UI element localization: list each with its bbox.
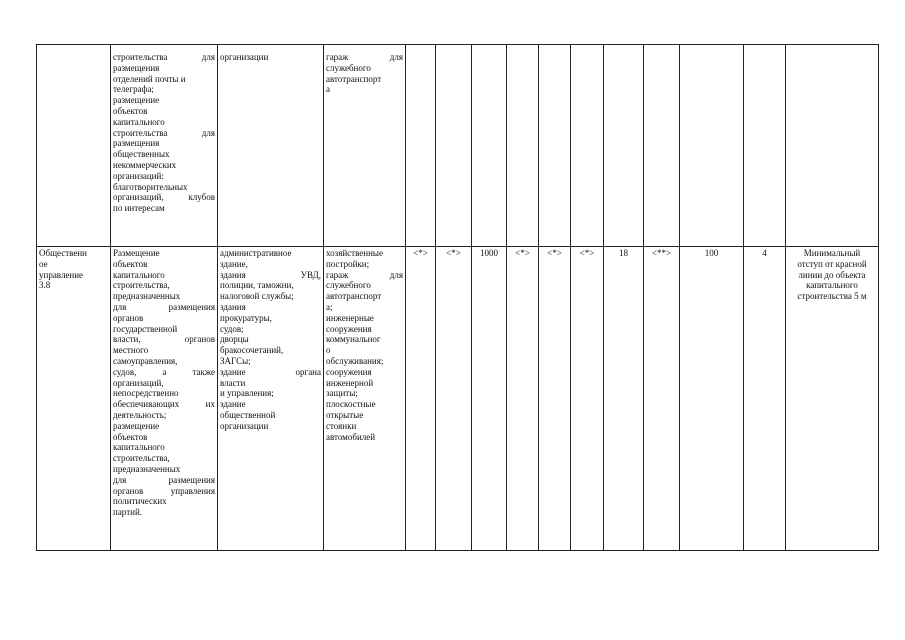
use-name-cell: [37, 247, 111, 551]
cell-text-line: здание органа: [220, 366, 321, 377]
use-description-cell: [111, 247, 218, 551]
cell-text-line: 3.8: [39, 280, 51, 291]
cell-text-line: здания УВД,: [220, 269, 321, 280]
cell-text-line: сооружения: [326, 323, 372, 334]
cell-text-line: инженерной: [326, 377, 374, 388]
cell-text-line: размещения: [113, 62, 160, 73]
cell-text-line: защиты;: [326, 388, 358, 399]
cell-text-line: отступ от красной: [797, 258, 867, 269]
param-cell: [744, 45, 786, 247]
cell-text-line: капитального: [113, 116, 165, 127]
param-cell: [571, 45, 604, 247]
param-cell: <*>: [507, 247, 539, 551]
cell-text-line: государственной: [113, 323, 178, 334]
cell-text-line: органов управления: [113, 485, 215, 496]
cell-text-line: политических: [113, 496, 167, 507]
use-name-cell: [37, 45, 111, 247]
param-cell: [644, 45, 680, 247]
cell-text-line: предназначенных: [113, 463, 181, 474]
cell-text-line: организаций, клубов: [113, 192, 215, 203]
cell-text-line: непосредственно: [113, 388, 179, 399]
cell-text-line: власти: [220, 377, 246, 388]
param-cell: [406, 45, 436, 247]
cell-text-line: полиции, таможни,: [220, 280, 294, 291]
aux-uses-cell: [324, 247, 406, 551]
cell-text-line: капитального: [806, 280, 858, 291]
cell-text-line: общественных: [113, 149, 170, 160]
param-cell: <*>: [539, 247, 571, 551]
cell-text-line: размещения: [113, 138, 160, 149]
cell-text-line: деятельность;: [113, 409, 167, 420]
cell-text-line: здание,: [220, 258, 248, 269]
cell-text-line: капитального: [113, 442, 165, 453]
cell-text-line: предназначенных: [113, 291, 181, 302]
main-uses-cell: [218, 247, 324, 551]
table-row: [37, 45, 879, 247]
cell-text-line: благотворительных: [113, 181, 188, 192]
cell-text-line: объектов: [113, 258, 148, 269]
cell-text-line: гараж для: [326, 52, 403, 62]
use-description-cell: [111, 45, 218, 247]
cell-text-line: организации: [220, 420, 269, 431]
param-cell: [507, 45, 539, 247]
param-cell: <*>: [406, 247, 436, 551]
param-cell: 1000: [472, 247, 507, 551]
main-uses-cell: [218, 45, 324, 247]
cell-text-line: постройки;: [326, 258, 370, 269]
cell-text-line: самоуправления,: [113, 355, 178, 366]
cell-text-line: гараж для: [326, 269, 403, 280]
cell-text-line: организаций,: [113, 377, 164, 388]
cell-text-line: бракосочетаний,: [220, 345, 284, 356]
cell-text-line: ое: [39, 258, 48, 269]
cell-text-line: стоянки: [326, 420, 357, 431]
cell-text-line: автотранспорт: [326, 73, 382, 84]
cell-text-line: Общественн: [39, 248, 87, 258]
cell-text-line: здания: [220, 301, 246, 312]
cell-text-line: о: [326, 345, 331, 356]
cell-text-line: управление: [39, 269, 84, 280]
cell-text-line: дворцы: [220, 334, 249, 345]
cell-text-line: налоговой службы;: [220, 291, 294, 302]
cell-text-line: инженерные: [326, 312, 374, 323]
cell-text-line: по интересам: [113, 203, 165, 214]
cell-text-line: административное: [220, 248, 292, 258]
cell-text-line: партий.: [113, 507, 143, 518]
cell-text-line: объектов: [113, 431, 148, 442]
cell-text-line: плоскостные: [326, 399, 376, 410]
cell-text-line: власти, органов: [113, 334, 215, 345]
cell-text-line: размещение: [113, 95, 160, 106]
cell-text-line: органов: [113, 312, 144, 323]
cell-text-line: организаций:: [113, 170, 164, 181]
cell-text-line: размещение: [113, 420, 160, 431]
cell-text-line: а: [326, 84, 330, 95]
cell-text-line: здание: [220, 399, 246, 410]
cell-text-line: прокуратуры,: [220, 312, 272, 323]
cell-text-line: некоммерческих: [113, 159, 177, 170]
cell-text-line: автотранспорт: [326, 291, 382, 302]
param-cell: [604, 45, 644, 247]
cell-text-line: автомобилей: [326, 431, 376, 442]
cell-text-line: и управления;: [220, 388, 274, 399]
aux-uses-cell: [324, 45, 406, 247]
cell-text-line: открытые: [326, 409, 364, 420]
note-cell: [786, 45, 879, 247]
note-cell: [786, 247, 879, 551]
param-cell: 4: [744, 247, 786, 551]
cell-text-line: строительства для: [113, 127, 215, 138]
cell-text-line: обеспечивающих их: [113, 399, 215, 410]
cell-text-line: общественной: [220, 409, 276, 420]
cell-text-line: судов;: [220, 323, 244, 334]
cell-text-line: судов, а также: [113, 366, 215, 377]
param-cell: 18: [604, 247, 644, 551]
cell-text-line: объектов: [113, 105, 148, 116]
cell-text-line: для размещения: [113, 474, 215, 485]
cell-text-line: строительства 5 м: [797, 291, 867, 302]
param-cell: [539, 45, 571, 247]
param-cell: <*>: [571, 247, 604, 551]
cell-text-line: коммунальног: [326, 334, 381, 345]
cell-text-line: линии до объекта: [798, 269, 866, 280]
cell-text-line: строительства,: [113, 280, 170, 291]
cell-text-line: хозяйственные: [326, 248, 383, 258]
param-cell: [436, 45, 472, 247]
param-cell: <**>: [644, 247, 680, 551]
cell-text-line: для размещения: [113, 301, 215, 312]
cell-text-line: Размещение: [113, 248, 160, 258]
cell-text-line: обслуживания;: [326, 355, 384, 366]
cell-text-line: Минимальный: [803, 248, 861, 258]
cell-text-line: ЗАГСы;: [220, 355, 251, 366]
cell-text-line: капитального: [113, 269, 165, 280]
table-row: [37, 247, 879, 551]
cell-text-line: служебного: [326, 62, 371, 73]
cell-text-line: организации: [220, 52, 269, 62]
cell-text-line: местного: [113, 345, 149, 356]
cell-text-line: строительства,: [113, 453, 170, 464]
cell-text-line: а;: [326, 301, 333, 312]
param-cell: 100: [680, 247, 744, 551]
cell-text-line: телеграфа;: [113, 84, 154, 95]
cell-text-line: отделений почты и: [113, 73, 186, 84]
cell-text-line: служебного: [326, 280, 371, 291]
param-cell: [680, 45, 744, 247]
param-cell: <*>: [436, 247, 472, 551]
cell-text-line: строительства для: [113, 52, 215, 62]
cell-text-line: сооружения: [326, 366, 372, 377]
param-cell: [472, 45, 507, 247]
land-use-regulations-table: [36, 44, 879, 551]
